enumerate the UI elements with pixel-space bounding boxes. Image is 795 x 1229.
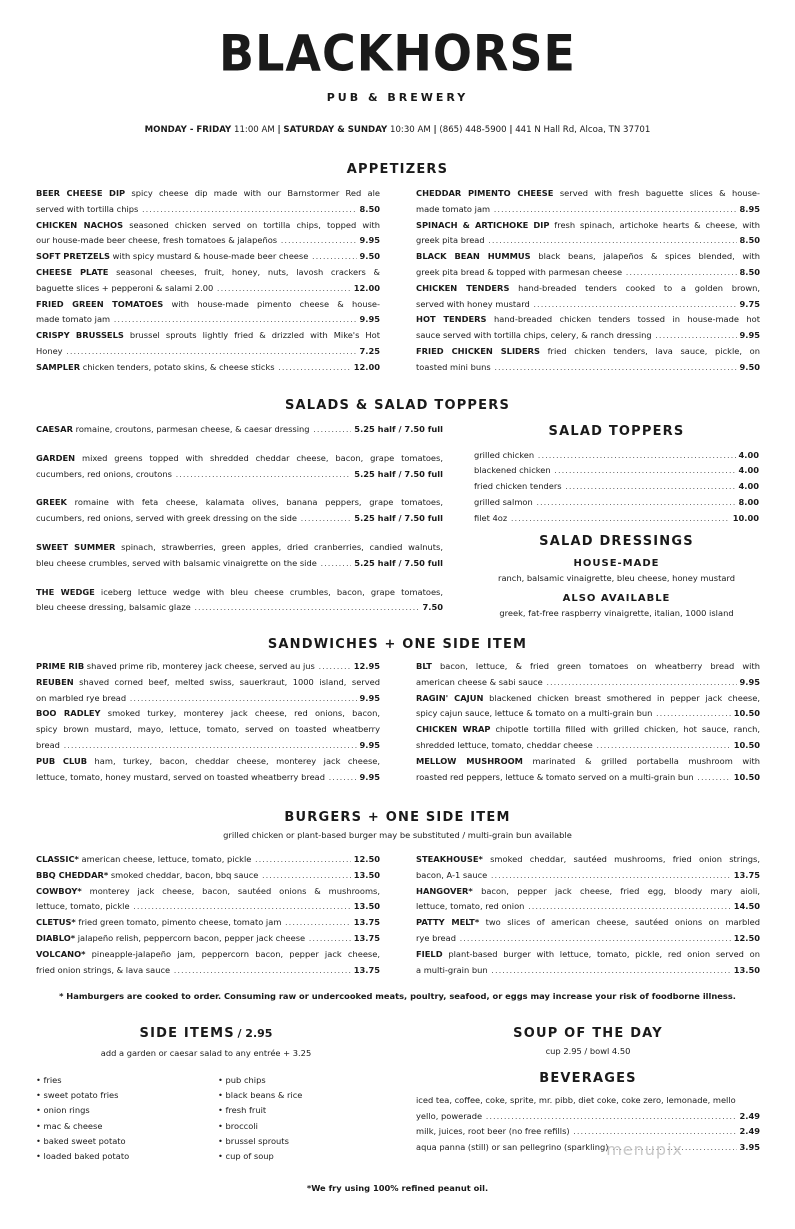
menu-item-desc: Honey ..... xyxy=(36,344,357,360)
sandwiches-left xyxy=(36,659,380,785)
menu-item-line xyxy=(36,281,380,297)
menu-item-desc: lettuce, tomato, honey mustard, served on toasted wheatberry bread ..... xyxy=(36,770,357,786)
menu-item xyxy=(416,249,760,281)
menu-item-desc: cucumbers, red onions, croutons ..... xyxy=(36,467,351,483)
menu-item-desc: DIABLO* jalapeño relish, peppercorn bacon, pepper jack cheese ..... xyxy=(36,931,351,947)
menu-item xyxy=(36,218,380,250)
menu-item-line xyxy=(36,422,443,438)
appetizers-right xyxy=(416,186,760,376)
topper-price: 4.00 xyxy=(738,449,759,460)
side-items xyxy=(36,1024,376,1061)
menu-item-line: PATTY MELT* two slices of american cheese, sautéed onions on marbled xyxy=(416,917,760,928)
menu-item-desc: served with honey mustard ..... xyxy=(416,297,737,313)
menu-item-desc: roasted red peppers, lettuce & tomato served on a multi-grain bun ..... xyxy=(416,770,731,786)
menu-item-name: HOT TENDERS xyxy=(416,314,487,325)
also-available-title: ALSO AVAILABLE xyxy=(562,592,671,604)
beverage-price: 2.49 xyxy=(739,1110,760,1121)
burgers-subtitle: grilled chicken or plant-based burger may be substituted / multi-grain bun available xyxy=(223,830,572,840)
menu-item-price: 8.50 xyxy=(739,266,760,277)
menu-item-price: 7.50 xyxy=(422,602,443,613)
phone: (865) 448-5900 xyxy=(439,125,507,135)
topper-price: 8.00 xyxy=(738,496,759,507)
menu-item xyxy=(36,585,443,617)
appetizers-title: APPETIZERS xyxy=(346,162,449,177)
sides-title: SIDE ITEMS xyxy=(139,1026,235,1041)
menu-item xyxy=(416,722,760,754)
menu-item xyxy=(416,947,760,979)
menu-item-line: GARDEN mixed greens topped with shredded cheddar cheese, bacon, grape tomatoes, xyxy=(36,452,443,463)
menu-item-price: 10.50 xyxy=(733,771,760,782)
menu-item xyxy=(36,868,380,884)
burgers-title: BURGERS + ONE SIDE ITEM xyxy=(284,810,511,825)
topper-name: fried chicken tenders ..... xyxy=(474,479,736,495)
menu-item-price: 13.75 xyxy=(353,917,380,928)
beverage-price: 3.95 xyxy=(739,1142,760,1153)
topper-price: 10.00 xyxy=(732,512,759,523)
menu-item-name: PATTY MELT* xyxy=(416,917,480,928)
menu-item-price: 12.95 xyxy=(353,661,380,671)
menu-item-line: MELLOW MUSHROOM marinated & grilled portabella mushroom with xyxy=(416,755,760,766)
menu-item-name: VOLCANO* xyxy=(36,948,86,959)
menu-item xyxy=(416,281,760,313)
menu-item xyxy=(416,344,760,376)
menu-item-desc: made tomato jam ..... xyxy=(36,312,357,328)
menu-item-price: 9.50 xyxy=(359,251,380,262)
menu-item-name: DIABLO* xyxy=(36,932,76,943)
menu-item-desc: made tomato jam ..... xyxy=(416,202,737,218)
footer-note: *We fry using 100% refined peanut oil. xyxy=(306,1183,489,1193)
menu-item-line: GREEK romaine with feta cheese, kalamata olives, banana peppers, grape tomatoes, xyxy=(36,497,443,508)
menu-item-price: 12.50 xyxy=(353,854,380,864)
also-available-list: greek, fat-free raspberry vinaigrette, italian, 1000 island xyxy=(499,607,734,618)
soup-block xyxy=(416,1024,760,1156)
menu-item-name: RAGIN' CAJUN xyxy=(416,692,484,703)
menu-item-desc: PRIME RIB shaved prime rib, monterey jack cheese, served au jus ..... xyxy=(36,659,351,675)
menu-item-name: CHEDDAR PIMENTO CHEESE xyxy=(416,188,554,198)
menu-item-line: FRIED CHICKEN SLIDERS fried chicken tenders, lava sauce, pickle, on xyxy=(416,345,760,356)
menu-item-line xyxy=(36,467,443,483)
menu-item-price: 5.25 half / 7.50 full xyxy=(354,468,443,479)
menu-item-line: CHICKEN TENDERS hand-breaded tenders cooked to a golden brown, xyxy=(416,282,761,293)
menu-item xyxy=(36,451,443,483)
menu-item-name: BLT xyxy=(416,661,432,671)
menu-item xyxy=(36,360,380,376)
side-item: • black beans & rice xyxy=(218,1088,302,1103)
menu-item-line: REUBEN shaved corned beef, melted swiss, sauerkraut, 1000 island, served xyxy=(36,676,380,687)
menu-item xyxy=(36,297,380,329)
menu-item-price: 5.25 half / 7.50 full xyxy=(354,513,443,524)
menu-item-line xyxy=(36,233,380,249)
menu-item-desc: lettuce, tomato, red onion ..... xyxy=(416,899,731,915)
menu-item-desc: served with tortilla chips ..... xyxy=(36,202,357,218)
menu-item-line xyxy=(416,202,760,218)
menu-item-desc: lettuce, tomato, pickle ..... xyxy=(36,899,351,915)
watermark: menupix xyxy=(606,1140,683,1159)
brand-logo: BLACKHORSE xyxy=(219,23,576,83)
menu-item-price: 10.50 xyxy=(733,708,760,719)
menu-item-name: HANGOVER* xyxy=(416,885,473,896)
menu-item-line: BOO RADLEY smoked turkey, monterey jack cheese, red onions, bacon, xyxy=(36,708,380,719)
burgers-left xyxy=(36,852,380,978)
menu-item-line xyxy=(416,738,760,754)
salad-toppers xyxy=(474,422,759,622)
menu-item xyxy=(36,540,443,572)
topper-name: grilled chicken ..... xyxy=(474,448,736,464)
menu-item xyxy=(36,186,380,218)
menu-item-desc: BBQ CHEDDAR* smoked cheddar, bacon, bbq sauce ..... xyxy=(36,868,351,884)
dressings-title: SALAD DRESSINGS xyxy=(539,534,694,550)
menu-item-price: 13.75 xyxy=(353,964,380,975)
side-item: • onion rings xyxy=(36,1103,129,1118)
menu-item-line xyxy=(36,868,380,884)
menu-item-price: 9.95 xyxy=(359,771,380,782)
menu-item-desc: rye bread ..... xyxy=(416,931,731,947)
sides-note: add a garden or caesar salad to any entrée + 3.25 xyxy=(100,1047,312,1058)
beverage-item xyxy=(416,1124,760,1140)
beverages-line-1: iced tea, coffee, coke, sprite, mr. pibb, diet coke, coke zero, lemonade, mello xyxy=(416,1094,736,1105)
menu-item-desc: fried onion strings, & lava sauce ..... xyxy=(36,963,351,979)
menu-item xyxy=(36,947,380,979)
hours-time-weekend: 10:30 AM xyxy=(389,125,431,135)
appetizers-left xyxy=(36,186,380,376)
menu-item-name: CAESAR xyxy=(36,424,73,434)
topper-name: filet 4oz ..... xyxy=(474,511,730,527)
menu-item-name: STEAKHOUSE* xyxy=(416,854,483,864)
menu-item xyxy=(416,312,760,344)
menu-item xyxy=(416,186,760,218)
menu-item-price: 12.00 xyxy=(353,282,380,293)
menu-item-line xyxy=(416,931,760,947)
menu-item-line: FRIED GREEN TOMATOES with house-made pimento cheese & house- xyxy=(36,298,381,309)
hours-days-weekday: MONDAY - FRIDAY xyxy=(144,125,232,135)
beverage-desc: milk, juices, root beer (no free refills) ..... xyxy=(416,1124,737,1140)
menu-item xyxy=(416,884,760,916)
side-item: • loaded baked potato xyxy=(36,1149,129,1164)
menu-item-price: 13.50 xyxy=(733,964,760,975)
menu-item-line xyxy=(36,202,380,218)
beverage-item xyxy=(416,1140,760,1156)
menu-item xyxy=(36,495,443,527)
menu-item-line xyxy=(36,600,443,616)
menu-item-line: RAGIN' CAJUN blackened chicken breast smothered in pepper jack cheese, xyxy=(416,692,760,703)
menu-item-name: BBQ CHEDDAR* xyxy=(36,869,109,880)
menu-item-desc: CLETUS* fried green tomato, pimento cheese, tomato jam ..... xyxy=(36,915,351,931)
house-made-list: ranch, balsamic vinaigrette, bleu cheese, honey mustard xyxy=(498,572,735,583)
menu-item-desc: CAESAR romaine, croutons, parmesan cheese, & caesar dressing ..... xyxy=(36,422,351,438)
burgers-right xyxy=(416,852,760,978)
menu-item-desc: toasted mini buns ..... xyxy=(416,360,737,376)
side-item: • baked sweet potato xyxy=(36,1134,129,1149)
menu-item-price: 8.95 xyxy=(739,203,760,214)
menu-item-desc: american cheese & sabi sauce ..... xyxy=(416,675,737,691)
menu-item xyxy=(416,852,760,884)
menu-item-price: 10.50 xyxy=(733,739,760,750)
side-item: • sweet potato fries xyxy=(36,1088,129,1103)
menu-item-name: REUBEN xyxy=(36,676,74,687)
menu-item-name: SOFT PRETZELS xyxy=(36,251,110,262)
sandwiches-right xyxy=(416,659,760,785)
menu-item xyxy=(416,691,760,723)
menu-item-name: CHICKEN NACHOS xyxy=(36,219,124,230)
menu-item xyxy=(36,754,380,786)
menu-item-name: BLACK BEAN HUMMUS xyxy=(416,251,531,262)
beverage-item xyxy=(416,1109,760,1125)
menu-item-line xyxy=(36,249,380,265)
menu-item xyxy=(36,328,380,360)
menu-item-line: HOT TENDERS hand-breaded chicken tenders tossed in house-made hot xyxy=(416,314,760,325)
hours-time-weekday: 11:00 AM xyxy=(234,125,275,135)
menu-item-line xyxy=(416,265,760,281)
menu-item-line xyxy=(416,297,760,313)
menu-item-desc: bread ..... xyxy=(36,738,357,754)
menu-item-line xyxy=(36,659,380,675)
menu-item-name: BOO RADLEY xyxy=(36,708,101,719)
menu-item-line: BLT bacon, lettuce, & fried green tomatoes on wheatberry bread with xyxy=(416,661,760,671)
sides-col-2 xyxy=(218,1073,302,1164)
menu-item-line: THE WEDGE iceberg lettuce wedge with bleu cheese crumbles, bacon, grape tomatoes, xyxy=(36,586,444,597)
menu-item-price: 13.75 xyxy=(353,932,380,943)
soup-title: SOUP OF THE DAY xyxy=(513,1026,663,1041)
side-item: • fresh fruit xyxy=(218,1103,302,1118)
menu-item-line xyxy=(36,770,380,786)
topper-price: 4.00 xyxy=(738,481,759,492)
menu-item-line xyxy=(36,931,380,947)
menu-item-name: PRIME RIB xyxy=(36,661,85,671)
menu-item-desc: a multi-grain bun ..... xyxy=(416,963,731,979)
menu-item-desc: SAMPLER chicken tenders, potato skins, & cheese sticks ..... xyxy=(36,360,351,376)
menu-item-line xyxy=(36,852,380,868)
menu-item-name: BEER CHEESE DIP xyxy=(36,188,126,198)
sides-price: / 2.95 xyxy=(237,1027,273,1040)
menu-item-desc: CLASSIC* american cheese, lettuce, tomato, pickle ..... xyxy=(36,852,351,868)
menu-item-price: 12.00 xyxy=(353,361,380,372)
menu-item xyxy=(416,915,760,947)
beverage-price: 2.49 xyxy=(739,1126,760,1137)
menu-item-price: 9.95 xyxy=(359,235,380,246)
menu-item-line xyxy=(36,738,380,754)
menu-item-line xyxy=(416,899,760,915)
menu-item-price: 8.50 xyxy=(739,235,760,246)
menu-item-line xyxy=(416,706,760,722)
topper-item xyxy=(474,511,759,527)
topper-name: blackened chicken ..... xyxy=(474,463,736,479)
menu-item-price: 9.75 xyxy=(739,298,760,309)
menu-item-price: 13.75 xyxy=(733,869,760,880)
menu-item-name: FRIED CHICKEN SLIDERS xyxy=(416,345,540,356)
menu-item xyxy=(36,852,380,868)
menu-item-name: CLASSIC* xyxy=(36,854,79,864)
menu-item xyxy=(36,884,380,916)
hours-days-weekend: SATURDAY & SUNDAY xyxy=(283,125,388,135)
menu-item-desc: our house-made beer cheese, fresh tomatoes & jalapeños ..... xyxy=(36,233,357,249)
menu-item-line: spicy brown mustard, mayo, lettuce, tomato, served on toasted wheatberry xyxy=(36,724,380,735)
toppers-title: SALAD TOPPERS xyxy=(548,424,685,439)
menu-item-line xyxy=(416,868,760,884)
menu-item-name: FIELD xyxy=(416,948,443,959)
menu-item-line: VOLCANO* pineapple-jalapeño jam, peppercorn bacon, pepper jack cheese, xyxy=(36,948,380,959)
menu-item-desc: bleu cheese crumbles, served with balsamic vinaigrette on the side ..... xyxy=(36,556,351,572)
menu-item-line xyxy=(416,675,760,691)
menu-item-name: CHEESE PLATE xyxy=(36,266,109,277)
menu-item-price: 8.50 xyxy=(359,203,380,214)
menu-item-line xyxy=(36,915,380,931)
menu-item-desc: bleu cheese dressing, balsamic glaze ..... xyxy=(36,600,420,616)
menu-item-desc: greek pita bread & topped with parmesan cheese ..... xyxy=(416,265,737,281)
topper-item xyxy=(474,495,759,511)
topper-price: 4.00 xyxy=(738,465,759,476)
menu-item-line xyxy=(36,360,380,376)
sides-col-1 xyxy=(36,1073,129,1164)
topper-item xyxy=(474,448,759,464)
menu-item-name: PUB CLUB xyxy=(36,755,88,766)
menu-item-name: COWBOY* xyxy=(36,885,82,896)
menu-item-price: 9.50 xyxy=(739,361,760,372)
menu-item-line: SWEET SUMMER spinach, strawberries, green apples, dried cranberries, candied walnuts, xyxy=(36,541,443,552)
salads-title: SALADS & SALAD TOPPERS xyxy=(284,398,511,413)
topper-item xyxy=(474,463,759,479)
menu-item-desc: sauce served with tortilla chips, celery, & ranch dressing ..... xyxy=(416,328,737,344)
menu-item-line: COWBOY* monterey jack cheese, bacon, sautéed onions & mushrooms, xyxy=(36,885,380,896)
menu-item-desc: bacon, A-1 sauce ..... xyxy=(416,868,731,884)
menu-item-price: 9.95 xyxy=(739,676,760,687)
menu-item-name: SWEET SUMMER xyxy=(36,541,116,552)
menu-item-desc: baguette slices + pepperoni & salami 2.00 ..... xyxy=(36,281,351,297)
menu-item xyxy=(36,931,380,947)
menu-item-name: SPINACH & ARTICHOKE DIP xyxy=(416,219,550,230)
menu-item-name: THE WEDGE xyxy=(36,586,95,597)
menu-item-price: 9.95 xyxy=(359,692,380,703)
salads-list xyxy=(36,422,443,629)
menu-item-desc: greek pita bread ..... xyxy=(416,233,737,249)
brand-subtitle: PUB & BREWERY xyxy=(326,91,469,104)
menu-item-desc: shredded lettuce, tomato, cheddar cheese ..... xyxy=(416,738,731,754)
menu-item-name: CLETUS* xyxy=(36,917,76,928)
menu-item-name: CRISPY BRUSSELS xyxy=(36,330,124,341)
menu-item-line: STEAKHOUSE* smoked cheddar, sautéed mushrooms, fried onion strings, xyxy=(416,854,760,864)
side-item: • cup of soup xyxy=(218,1149,302,1164)
beverage-desc: yello, powerade ..... xyxy=(416,1109,737,1125)
menu-item-price: 9.95 xyxy=(359,739,380,750)
menu-item-price: 14.50 xyxy=(733,901,760,912)
menu-item-price: 13.50 xyxy=(353,869,380,880)
side-item: • brussel sprouts xyxy=(218,1134,302,1149)
menu-item xyxy=(36,675,380,707)
menu-item-name: GARDEN xyxy=(36,452,76,463)
menu-item-line xyxy=(36,963,380,979)
menu-item xyxy=(36,422,443,438)
menu-item-line: SPINACH & ARTICHOKE DIP fresh spinach, artichoke hearts & cheese, with xyxy=(416,219,761,230)
menu-item-desc: on marbled rye bread ..... xyxy=(36,691,357,707)
menu-item-desc: SOFT PRETZELS with spicy mustard & house-made beer cheese ..... xyxy=(36,249,357,265)
menu-item xyxy=(36,915,380,931)
beverage-desc: aqua panna (still) or san pellegrino (sparkling) ..... xyxy=(416,1140,737,1156)
side-item: • fries xyxy=(36,1073,129,1088)
menu-item-price: 7.25 xyxy=(359,345,380,356)
address: 441 N Hall Rd, Alcoa, TN 37701 xyxy=(515,125,651,135)
menu-item-line: CRISPY BRUSSELS brussel sprouts lightly fried & drizzled with Mike's Hot xyxy=(36,330,380,341)
menu-item-price: 13.50 xyxy=(353,901,380,912)
menu-item-line: CHICKEN NACHOS seasoned chicken served on tortilla chips, topped with xyxy=(36,219,380,230)
menu-item-line: CHEESE PLATE seasonal cheeses, fruit, honey, nuts, lavosh crackers & xyxy=(36,266,380,277)
menu-item-line: CHICKEN WRAP chipotle tortilla filled with grilled chicken, hot sauce, ranch, xyxy=(416,724,760,735)
menu-item xyxy=(416,218,760,250)
menu-item-line: BEER CHEESE DIP spicy cheese dip made with our Barnstormer Red ale xyxy=(36,188,380,198)
food-warning: * Hamburgers are cooked to order. Consuming raw or undercooked meats, poultry, seafood, or eggs may increase your risk of foodborne illness. xyxy=(59,991,736,1001)
menu-item-line xyxy=(416,233,760,249)
side-item: • broccoli xyxy=(218,1119,302,1134)
side-item: • mac & cheese xyxy=(36,1119,129,1134)
menu-item-line xyxy=(36,344,380,360)
menu-item-price: 5.25 half / 7.50 full xyxy=(354,557,443,568)
menu-item-line xyxy=(36,312,380,328)
menu-item-line xyxy=(36,899,380,915)
menu-item-name: FRIED GREEN TOMATOES xyxy=(36,298,164,309)
menu-item-name: SAMPLER xyxy=(36,361,81,372)
menu-item-desc: spicy cajun sauce, lettuce & tomato on a multi-grain bun ..... xyxy=(416,706,731,722)
menu-item-name: MELLOW MUSHROOM xyxy=(416,755,523,766)
menu-item-line xyxy=(416,770,760,786)
menu-item-line xyxy=(416,963,760,979)
menu-item-line: CHEDDAR PIMENTO CHEESE served with fresh baguette slices & house- xyxy=(416,188,761,198)
hours-line: MONDAY - FRIDAY 11:00 AM | SATURDAY & SUNDAY 10:30 AM | (865) 448-5900 | 441 N Hall Rd, Alcoa, TN 37701 xyxy=(144,125,651,135)
topper-item xyxy=(474,479,759,495)
sandwiches-title: SANDWICHES + ONE SIDE ITEM xyxy=(267,637,528,652)
menu-item-name: CHICKEN WRAP xyxy=(416,724,491,735)
soup-price: cup 2.95 / bowl 4.50 xyxy=(545,1045,631,1056)
menu-item xyxy=(36,706,380,753)
menu-item-line: FIELD plant-based burger with lettuce, tomato, pickle, red onion served on xyxy=(416,948,760,959)
house-made-title: HOUSE-MADE xyxy=(573,557,660,569)
menu-item xyxy=(36,249,380,265)
menu-item-name: CHICKEN TENDERS xyxy=(416,282,510,293)
menu-item-line: BLACK BEAN HUMMUS black beans, jalapeños & spices blended, with xyxy=(416,251,760,262)
menu-item xyxy=(416,754,760,786)
menu-item-price: 12.50 xyxy=(733,932,760,943)
menu-item-line xyxy=(416,360,760,376)
menu-item-line xyxy=(36,556,443,572)
menu-item-line xyxy=(36,691,380,707)
menu-item-line: HANGOVER* bacon, pepper jack cheese, fried egg, bloody mary aioli, xyxy=(416,885,760,896)
menu-item-name: GREEK xyxy=(36,497,67,508)
side-item: • pub chips xyxy=(218,1073,302,1088)
menu-item-price: 9.95 xyxy=(359,314,380,325)
menu-item xyxy=(36,659,380,675)
menu-item-price: 9.95 xyxy=(739,330,760,341)
beverages-title: BEVERAGES xyxy=(539,1071,637,1087)
menu-item-desc: cucumbers, red onions, served with greek dressing on the side ..... xyxy=(36,511,351,527)
menu-item-line xyxy=(416,328,760,344)
menu-item-line xyxy=(36,511,443,527)
menu-item-line: PUB CLUB ham, turkey, bacon, cheddar cheese, monterey jack cheese, xyxy=(36,755,381,766)
menu-item xyxy=(416,659,760,691)
menu-item-price: 5.25 half / 7.50 full xyxy=(354,424,443,434)
topper-name: grilled salmon ..... xyxy=(474,495,736,511)
menu-item xyxy=(36,265,380,297)
